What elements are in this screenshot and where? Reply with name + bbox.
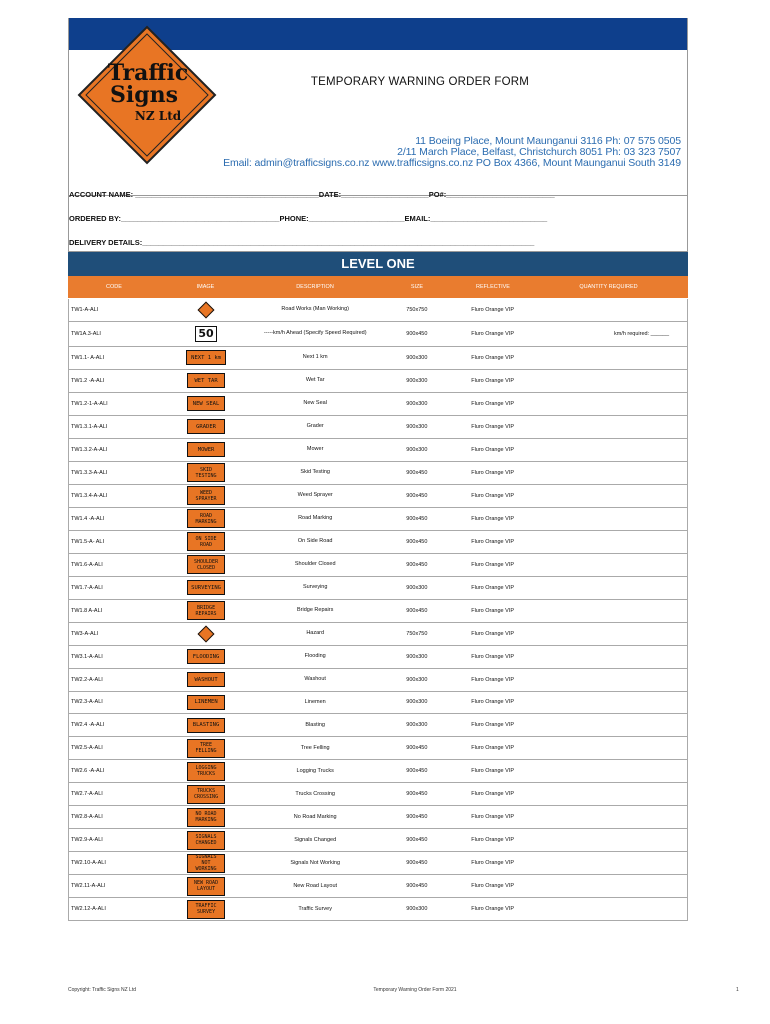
order-details — [68, 178, 688, 252]
row-reflective: Fluro Orange VIP — [471, 860, 514, 867]
row-size: 900x450 — [406, 469, 428, 476]
row-size: 900x450 — [406, 837, 428, 844]
row-size: 900x300 — [406, 584, 428, 591]
row-reflective: Fluro Orange VIP — [471, 814, 514, 821]
table-row — [68, 783, 688, 806]
table-row — [68, 760, 688, 783]
row-description: No Road Marking — [293, 813, 337, 820]
row-size: 900x450 — [406, 768, 428, 775]
sign-panel: FLOODING — [187, 649, 225, 664]
row-image — [159, 419, 254, 434]
row-code: TW1.8 A-ALI — [71, 607, 103, 614]
row-reflective: Fluro Orange VIP — [471, 561, 514, 568]
row-description: New Road Layout — [293, 882, 338, 889]
row-description: Skid Testing — [300, 469, 330, 476]
row-code: TW2.2-A-ALI — [71, 676, 103, 683]
roadworks-diamond-sign-icon — [198, 302, 214, 318]
table-row — [68, 577, 688, 600]
table-row — [68, 416, 688, 439]
row-description: Trucks Crossing — [295, 790, 335, 797]
row-description: Road Works (Man Working) — [281, 306, 350, 313]
sign-panel: WEED SPRAYER — [187, 486, 225, 505]
row-image — [159, 718, 254, 733]
sign-panel: SIGNALS CHANGED — [187, 831, 225, 850]
row-code: TW1.3.3-A-ALI — [71, 469, 108, 476]
row-code: TW1.2 -A-ALI — [71, 377, 105, 384]
row-size: 900x300 — [406, 400, 428, 407]
col-reflective: REFLECTIVE — [476, 284, 510, 290]
sign-panel: WASHOUT — [187, 672, 225, 687]
table-row — [68, 669, 688, 692]
row-image — [159, 808, 254, 827]
row-reflective: Fluro Orange VIP — [471, 883, 514, 890]
row-size: 900x300 — [406, 354, 428, 361]
row-reflective: Fluro Orange VIP — [471, 377, 514, 384]
table-row — [68, 875, 688, 898]
row-code: TW3-A-ALI — [71, 630, 99, 637]
row-image — [159, 831, 254, 850]
row-image — [159, 442, 254, 457]
sign-panel: TRUCKS CROSSING — [187, 785, 225, 804]
row-reflective: Fluro Orange VIP — [471, 469, 514, 476]
sign-panel: SURVEYING — [187, 580, 225, 595]
table-row — [68, 806, 688, 829]
row-size: 900x450 — [406, 561, 428, 568]
row-image — [159, 326, 254, 342]
row-size: 900x300 — [406, 722, 428, 729]
table-header — [68, 276, 688, 298]
sign-panel: LOGGING TRUCKS — [187, 762, 225, 781]
row-reflective: Fluro Orange VIP — [471, 768, 514, 775]
sign-panel: TREE FELLING — [187, 739, 225, 758]
row-size: 900x300 — [406, 676, 428, 683]
row-reflective: Fluro Orange VIP — [471, 330, 514, 337]
row-image — [159, 580, 254, 595]
form-title: TEMPORARY WARNING ORDER FORM — [310, 76, 530, 88]
sign-panel: BLASTING — [187, 718, 225, 733]
row-size: 900x450 — [406, 883, 428, 890]
row-size: 900x450 — [406, 492, 428, 499]
table-row — [68, 623, 688, 646]
row-size: 900x300 — [406, 423, 428, 430]
sign-panel: LINEMEN — [187, 695, 225, 710]
row-code: TW1.1- A-ALI — [71, 354, 105, 361]
row-description: Mower — [306, 446, 324, 453]
table-row — [68, 714, 688, 737]
sign-panel: GRADER — [187, 419, 225, 434]
row-description: Traffic Survey — [298, 905, 332, 912]
hazard-diamond-sign-icon — [198, 626, 214, 642]
level-heading: LEVEL ONE — [68, 252, 688, 276]
row-description: Wet Tar — [305, 377, 325, 384]
sign-panel: TRAFFIC SURVEY — [187, 900, 225, 919]
row-reflective: Fluro Orange VIP — [471, 653, 514, 660]
sign-table — [68, 299, 688, 921]
table-row — [68, 439, 688, 462]
row-size: 900x450 — [406, 745, 428, 752]
account-name-field[interactable]: ACCOUNT NAME: ____________________________________________DATE:_____________________PO#:__________________________ — [69, 190, 555, 199]
table-row — [68, 531, 688, 554]
row-code: TW2.4 -A-ALI — [71, 722, 105, 729]
row-description: Shoulder Closed — [294, 561, 336, 568]
row-description: On Side Road — [297, 538, 333, 545]
row-code: TW1.4 -A-ALI — [71, 515, 105, 522]
row-code: TW2.3-A-ALI — [71, 699, 103, 706]
sign-panel: SIGNALS NOT WORKING — [187, 854, 225, 873]
row-size: 750x750 — [406, 306, 428, 313]
table-row — [68, 485, 688, 508]
row-code: TW2.5-A-ALI — [71, 745, 103, 752]
col-code: CODE — [106, 284, 122, 290]
table-row — [68, 600, 688, 623]
row-size: 900x300 — [406, 699, 428, 706]
table-row — [68, 852, 688, 875]
table-row — [68, 393, 688, 416]
row-description: Grader — [306, 423, 324, 430]
row-reflective: Fluro Orange VIP — [471, 306, 514, 313]
row-code: TW2.9-A-ALI — [71, 837, 103, 844]
row-size: 750x750 — [406, 630, 428, 637]
row-reflective: Fluro Orange VIP — [471, 446, 514, 453]
row-reflective: Fluro Orange VIP — [471, 423, 514, 430]
address-line-1: 11 Boeing Place, Mount Maunganui 3116 Ph: 07 575 0505 — [415, 135, 681, 147]
row-image — [159, 350, 254, 365]
sign-panel: BRIDGE REPAIRS — [187, 601, 225, 620]
row-reflective: Fluro Orange VIP — [471, 515, 514, 522]
table-row — [68, 737, 688, 760]
row-image — [159, 626, 254, 642]
row-description: Surveying — [302, 584, 328, 591]
row-description: Tree Felling — [300, 744, 330, 751]
sign-panel: SHOULDER CLOSED — [187, 555, 225, 574]
row-size: 900x300 — [406, 446, 428, 453]
sign-panel: ROAD MARKING — [187, 509, 225, 528]
row-reflective: Fluro Orange VIP — [471, 584, 514, 591]
row-code: TW1.6-A-ALI — [71, 561, 103, 568]
row-code: TW2.7-A-ALI — [71, 791, 103, 798]
row-code: TW3.1-A-ALI — [71, 653, 103, 660]
row-reflective: Fluro Orange VIP — [471, 722, 514, 729]
row-reflective: Fluro Orange VIP — [471, 837, 514, 844]
table-row — [68, 554, 688, 577]
row-image — [159, 509, 254, 528]
table-row — [68, 646, 688, 669]
table-row — [68, 462, 688, 485]
row-code: TW2.8-A-ALI — [71, 814, 103, 821]
row-code: TW2.11-A-ALI — [71, 883, 106, 890]
row-image — [159, 486, 254, 505]
footer-page-number: 1 — [736, 987, 739, 993]
row-size: 900x450 — [406, 538, 428, 545]
col-image: IMAGE — [196, 284, 215, 290]
sign-panel: NO ROAD MARKING — [187, 808, 225, 827]
row-image — [159, 396, 254, 411]
table-row — [68, 692, 688, 715]
row-image — [159, 532, 254, 551]
logo-word-2: Signs — [109, 82, 179, 108]
row-description: Weed Sprayer — [297, 492, 333, 499]
row-size: 900x450 — [406, 330, 428, 337]
sign-panel: NEW SEAL — [187, 396, 225, 411]
row-description: New Seal — [303, 400, 327, 407]
row-image — [159, 649, 254, 664]
col-description: DESCRIPTION — [296, 284, 334, 290]
row-image — [159, 555, 254, 574]
row-image — [159, 877, 254, 896]
row-image — [159, 854, 254, 873]
table-row — [68, 322, 688, 347]
row-reflective: Fluro Orange VIP — [471, 354, 514, 361]
table-row — [68, 299, 688, 322]
traffic-signs-logo — [76, 24, 218, 166]
footer-form-name: Temporary Warning Order Form 2021 — [373, 987, 457, 993]
row-image — [159, 695, 254, 710]
row-image — [159, 672, 254, 687]
delivery-details-field[interactable]: DELIVERY DETAILS:______________________________________________________________________________________________ — [69, 238, 535, 247]
sign-panel: MOWER — [187, 442, 225, 457]
row-size: 900x450 — [406, 515, 428, 522]
row-reflective: Fluro Orange VIP — [471, 607, 514, 614]
row-reflective: Fluro Orange VIP — [471, 630, 514, 637]
row-description: Hazard — [306, 630, 325, 637]
row-image — [159, 373, 254, 388]
sign-panel: SKID TESTING — [187, 463, 225, 482]
row-code: TW1.7-A-ALI — [71, 584, 103, 591]
row-code: TW1-A-ALI — [71, 306, 99, 313]
row-description: Signals Changed — [294, 836, 337, 843]
company-address — [223, 136, 681, 169]
sign-panel: NEXT 1 km — [186, 350, 226, 365]
row-description: Road Marking — [298, 515, 333, 522]
row-description: Linemen — [304, 698, 326, 705]
row-size: 900x450 — [406, 814, 428, 821]
row-image — [159, 463, 254, 482]
row-reflective: Fluro Orange VIP — [471, 791, 514, 798]
row-code: TW1.3.1-A-ALI — [71, 423, 108, 430]
row-size: 900x450 — [406, 607, 428, 614]
row-description: Blasting — [305, 721, 325, 728]
row-code: TW1A.3-ALI — [71, 330, 101, 337]
row-reflective: Fluro Orange VIP — [471, 745, 514, 752]
row-image — [159, 785, 254, 804]
row-size: 900x300 — [406, 906, 428, 913]
row-description: -----km/h Ahead (Specify Speed Required) — [263, 330, 367, 337]
row-image — [159, 601, 254, 620]
quantity-input[interactable]: km/h required: ______ — [613, 330, 670, 337]
row-description: Signals Not Working — [290, 859, 341, 866]
row-reflective: Fluro Orange VIP — [471, 906, 514, 913]
row-reflective: Fluro Orange VIP — [471, 676, 514, 683]
row-description: Next 1 km — [302, 354, 328, 361]
row-description: Bridge Repairs — [296, 607, 334, 614]
row-image — [159, 739, 254, 758]
logo-word-3: NZ Ltd — [134, 109, 182, 123]
row-reflective: Fluro Orange VIP — [471, 492, 514, 499]
row-reflective: Fluro Orange VIP — [471, 699, 514, 706]
row-code: TW1.3.4-A-ALI — [71, 492, 108, 499]
row-code: TW2.10-A-ALI — [71, 860, 106, 867]
table-row — [68, 347, 688, 370]
row-image — [159, 900, 254, 919]
table-row — [68, 508, 688, 531]
row-size: 900x450 — [406, 860, 428, 867]
address-line-2: 2/11 March Place, Belfast, Christchurch 8051 Ph: 03 323 7507 — [397, 146, 681, 158]
row-reflective: Fluro Orange VIP — [471, 538, 514, 545]
row-size: 900x450 — [406, 791, 428, 798]
logo-word-1: Traffic — [107, 60, 189, 86]
row-code: TW1.5-A- ALI — [71, 538, 105, 545]
sign-panel: WET TAR — [187, 373, 225, 388]
row-code: TW1.3.2-A-ALI — [71, 446, 108, 453]
row-image — [159, 302, 254, 318]
table-row — [68, 898, 688, 921]
row-code: TW2.6 -A-ALI — [71, 768, 105, 775]
row-description: Logging Trucks — [296, 767, 334, 774]
speed-ahead-sign: 50 — [195, 326, 216, 342]
row-size: 900x300 — [406, 653, 428, 660]
row-description: Flooding — [304, 653, 326, 660]
sign-panel: ON SIDE ROAD — [187, 532, 225, 551]
table-row — [68, 829, 688, 852]
address-line-3: Email: admin@trafficsigns.co.nz www.trafficsigns.co.nz PO Box 4366, Mount Maunganui South 3149 — [223, 157, 681, 169]
ordered-by-field[interactable]: ORDERED BY:______________________________________PHONE:_______________________EMAIL:____________________________ — [69, 214, 548, 223]
row-reflective: Fluro Orange VIP — [471, 400, 514, 407]
table-row — [68, 370, 688, 393]
sign-panel: NEW ROAD LAYOUT — [187, 877, 225, 896]
col-size: SIZE — [410, 284, 424, 290]
col-quantity: QUANTITY REQUIRED — [579, 284, 638, 290]
row-code: TW1.2-1-A-ALI — [71, 400, 108, 407]
row-code: TW2.12-A-ALI — [71, 906, 106, 913]
row-description: Washout — [304, 676, 326, 683]
row-size: 900x300 — [406, 377, 428, 384]
row-image — [159, 762, 254, 781]
footer-copyright: Copyright: Traffic Signs NZ Ltd — [68, 987, 136, 993]
